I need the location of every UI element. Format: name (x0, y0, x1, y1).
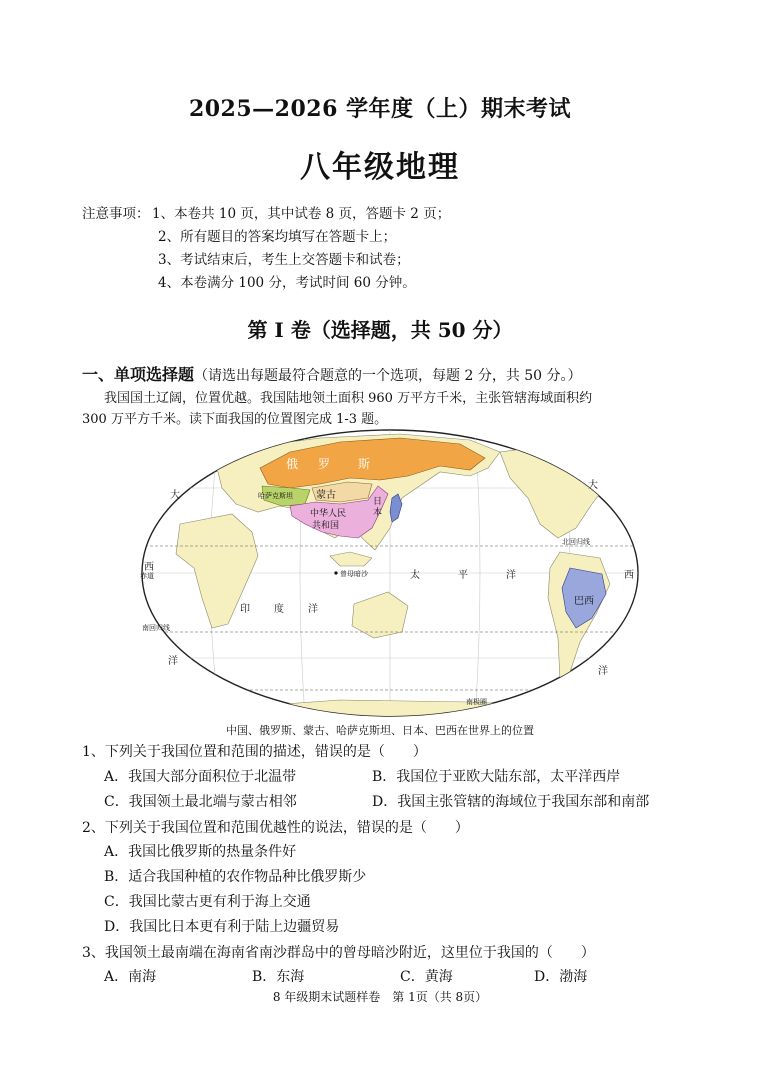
q2-option-c[interactable]: C．我国比蒙古更有利于海上交通 (104, 894, 311, 910)
label-brazil: 巴西 (574, 596, 594, 607)
label-atl-right-2: 西 (624, 570, 634, 581)
q2-option-b[interactable]: B．适合我国种植的农作物品种比俄罗斯少 (104, 869, 367, 885)
intro-line-2: 300 万平方千米。读下面我国的位置图完成 1-3 题。 (82, 412, 388, 427)
label-atl-right-3: 洋 (598, 666, 608, 677)
label-atl-left-1: 大 (170, 490, 180, 501)
label-mongolia: 蒙古 (316, 490, 336, 501)
label-atl-left-3: 洋 (168, 656, 178, 667)
q2-option-a[interactable]: A．我国比俄罗斯的热量条件好 (104, 844, 297, 860)
question-3-stem: 3、我国领土最南端在海南省南沙群岛中的曾母暗沙附近，这里位于我国的（ ） (82, 945, 595, 961)
intro-line-1: 我国国土辽阔，位置优越。我国陆地领土面积 960 万平方千米，主张管辖海域面积约 (104, 391, 593, 406)
zengmu-point (334, 571, 337, 574)
page-footer: 8 年级期末试题样卷 第 1页（共 8页） (272, 990, 488, 1004)
q1-option-b[interactable]: B．我国位于亚欧大陆东部，太平洋西岸 (372, 769, 621, 785)
subject-title: 八年级地理 (300, 150, 460, 185)
notes-label: 注意事项： (82, 206, 150, 222)
q1-option-c[interactable]: C．我国领土最北端与蒙古相邻 (104, 794, 297, 810)
label-tropic-capricorn: 南回归线 (142, 624, 170, 632)
label-russia-1: 俄 (286, 457, 299, 471)
note-item-2: 2、所有题目的答案均填写在答题卡上； (158, 229, 397, 245)
antarctica-land (200, 700, 590, 718)
section-title: 第 I 卷（选择题，共 50 分） (247, 318, 513, 342)
map-caption: 中国、俄罗斯、蒙古、哈萨克斯坦、日本、巴西在世界上的位置 (226, 724, 534, 737)
part-title: 一、单项选择题 (82, 365, 195, 384)
label-atl-left-2: 西 (144, 562, 154, 573)
label-russia-3: 斯 (358, 457, 371, 471)
label-atl-right-1: 大 (588, 480, 598, 491)
label-indian-1: 印 (240, 604, 250, 615)
label-kazakhstan: 哈萨克斯坦 (258, 492, 293, 500)
label-russia-2: 罗 (318, 457, 331, 471)
part-heading (82, 362, 582, 385)
label-zengmu: 曾母暗沙 (340, 570, 368, 578)
label-pacific-2: 平 (458, 570, 468, 581)
exam-title: 2025—2026 学年度（上）期末考试 (188, 96, 572, 122)
part-instruction: （请选出每题最符合题意的一个选项，每题 2 分，共 50 分。） (194, 368, 582, 384)
q3-option-a[interactable]: A．南海 (104, 969, 157, 985)
note-item-4: 4、本卷满分 100 分，考试时间 60 分钟。 (158, 275, 416, 291)
label-equator: 赤道 (140, 572, 154, 580)
label-antarctic: 南极圈 (466, 698, 487, 706)
label-tropic-cancer: 北回归线 (562, 538, 590, 546)
label-china-1: 中华人民 (310, 509, 347, 519)
label-japan-1: 日 (373, 497, 383, 507)
q1-option-a[interactable]: A．我国大部分面积位于北温带 (104, 769, 297, 785)
q3-option-b[interactable]: B．东海 (252, 969, 305, 985)
label-indian-3: 洋 (308, 604, 318, 615)
label-indian-2: 度 (274, 604, 284, 615)
label-japan-2: 本 (373, 508, 383, 518)
label-pacific-3: 洋 (506, 570, 516, 581)
q3-option-c[interactable]: C．黄海 (400, 969, 453, 985)
question-2-stem: 2、下列关于我国位置和范围优越性的说法，错误的是（ ） (82, 820, 469, 836)
q2-option-d[interactable]: D．我国比日本更有利于陆上边疆贸易 (104, 919, 340, 935)
world-map (140, 428, 640, 718)
label-pacific-1: 太 (410, 570, 420, 581)
note-item-3: 3、考试结束后，考生上交答题卡和试卷； (158, 252, 410, 268)
label-china-2: 共和国 (312, 521, 340, 531)
q3-option-d[interactable]: D．渤海 (534, 969, 588, 985)
question-1-stem: 1、下列关于我国位置和范围的描述，错误的是（ ） (82, 744, 427, 760)
note-item-1: 1、本卷共 10 页，其中试卷 8 页，答题卡 2 页； (152, 206, 451, 222)
q1-option-d[interactable]: D．我国主张管辖的海域位于我国东部和南部 (372, 794, 650, 810)
